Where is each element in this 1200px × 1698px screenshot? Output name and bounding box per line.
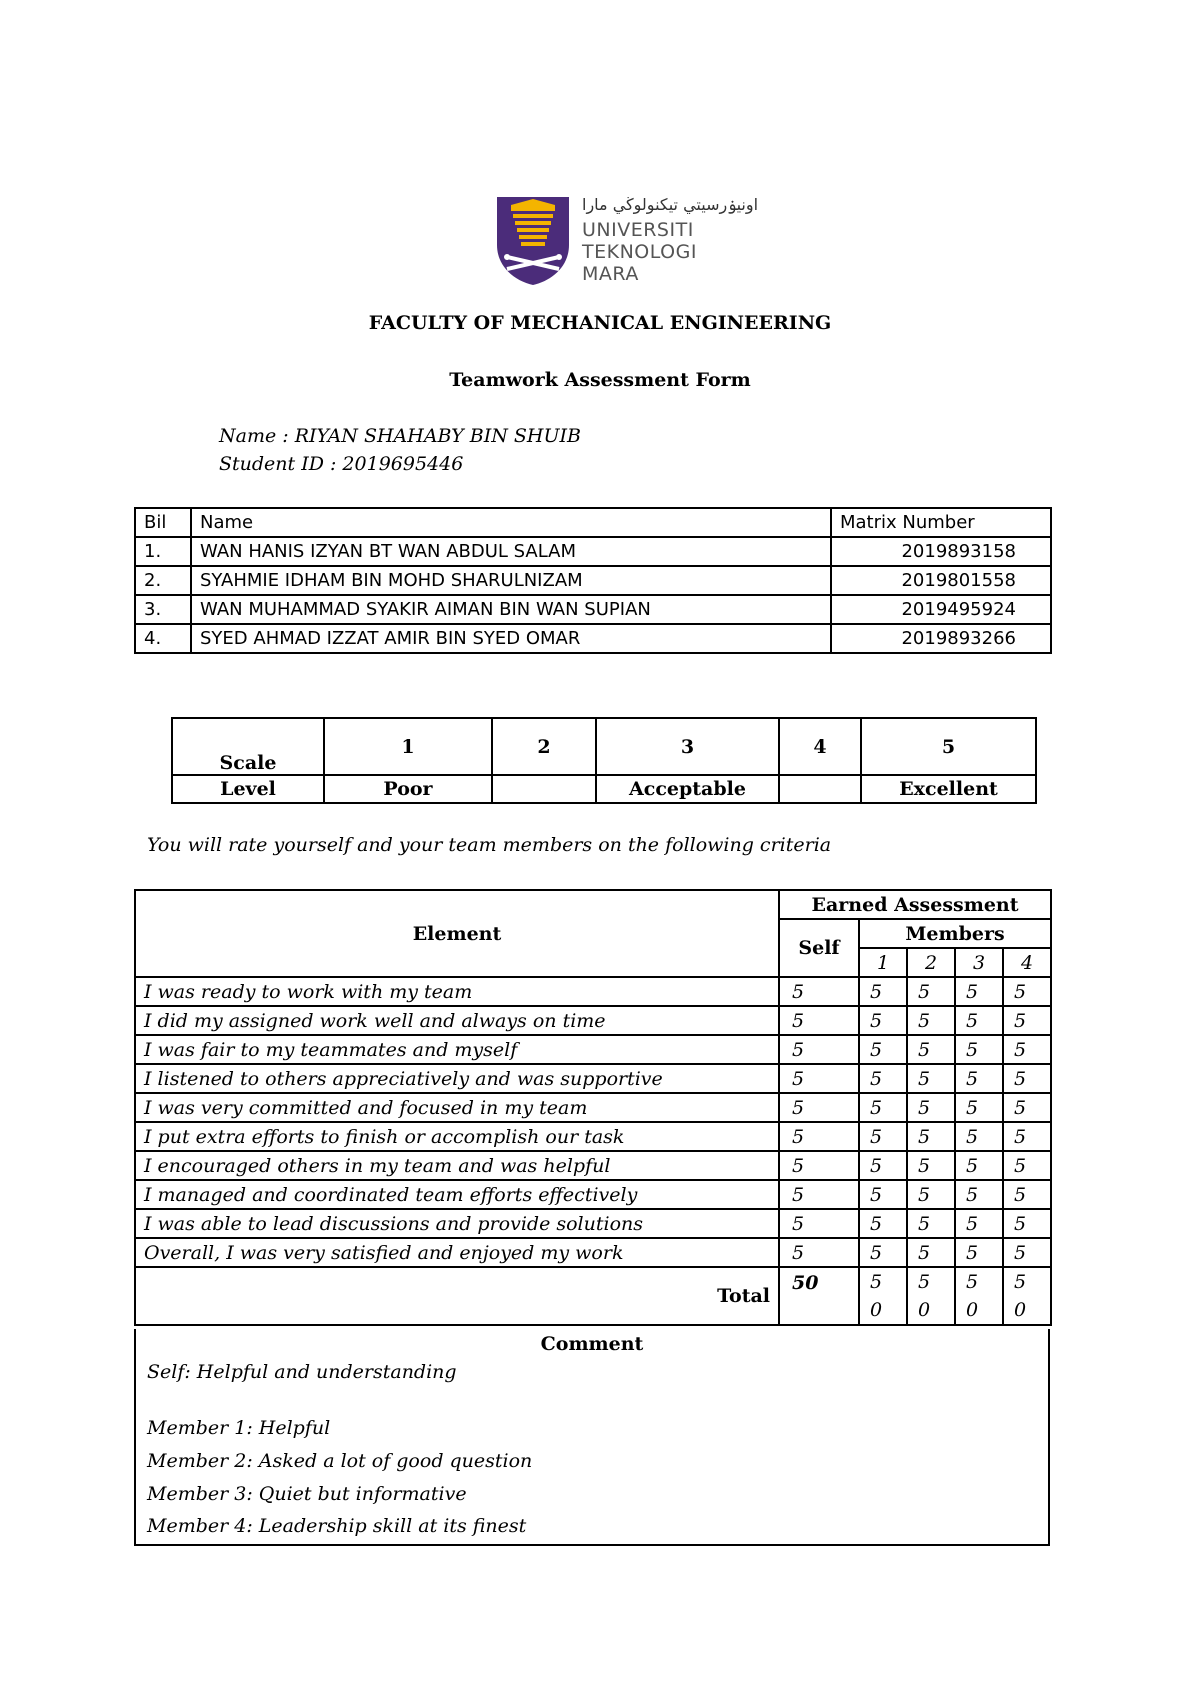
member-score: 5 (907, 1238, 955, 1267)
members-table (134, 507, 1052, 654)
self-score: 5 (779, 1122, 859, 1151)
member-score: 5 (955, 1064, 1003, 1093)
table-row (135, 1122, 1051, 1151)
member-bil: 2. (135, 566, 191, 595)
self-score: 5 (779, 1064, 859, 1093)
member-name: SYED AHMAD IZZAT AMIR BIN SYED OMAR (191, 624, 831, 653)
member-score: 5 (907, 1006, 955, 1035)
uitm-shield-icon (495, 195, 571, 287)
scale-row (172, 718, 1036, 775)
form-title: Teamwork Assessment Form (449, 369, 751, 391)
member-score: 5 (1003, 1122, 1051, 1151)
member-score: 5 (859, 1122, 907, 1151)
member-number-header: 1 (859, 948, 907, 977)
member-score: 5 (907, 1209, 955, 1238)
table-row (135, 1064, 1051, 1093)
table-row (135, 1093, 1051, 1122)
total-member-score (907, 1267, 955, 1325)
member-number-header: 3 (955, 948, 1003, 977)
self-score: 5 (779, 1238, 859, 1267)
member-score: 5 (1003, 1064, 1051, 1093)
scale-value: 2 (492, 718, 596, 775)
self-score: 5 (779, 1035, 859, 1064)
scale-value: 3 (596, 718, 779, 775)
element-text: I was very committed and focused in my team (135, 1093, 779, 1122)
table-row (135, 1151, 1051, 1180)
self-header: Self (779, 919, 859, 977)
member-score: 5 (859, 1180, 907, 1209)
scale-value: 1 (324, 718, 492, 775)
total-digit: 0 (1014, 1299, 1027, 1321)
table-row (135, 624, 1051, 653)
member-number-header: 2 (907, 948, 955, 977)
logo-line-1: UNIVERSITI (582, 219, 694, 241)
assessment-header-row-1 (135, 890, 1051, 919)
member-score: 5 (859, 1006, 907, 1035)
member-score: 5 (1003, 1006, 1051, 1035)
member-score: 5 (1003, 1180, 1051, 1209)
element-text: I encouraged others in my team and was helpful (135, 1151, 779, 1180)
member-score: 5 (859, 1035, 907, 1064)
table-row (135, 1180, 1051, 1209)
member-bil: 4. (135, 624, 191, 653)
self-score: 5 (779, 1093, 859, 1122)
member-score: 5 (907, 1093, 955, 1122)
self-score: 5 (779, 1006, 859, 1035)
member-score: 5 (1003, 1093, 1051, 1122)
level-value (779, 775, 861, 803)
self-score: 5 (779, 1151, 859, 1180)
member-bil: 3. (135, 595, 191, 624)
member-score: 5 (859, 1151, 907, 1180)
comment-box (134, 1329, 1050, 1546)
element-text: Overall, I was very satisfied and enjoyed my work (135, 1238, 779, 1267)
comment-member-2: Member 2: Asked a lot of good question (147, 1450, 533, 1472)
scale-table (171, 717, 1037, 804)
element-text: I was ready to work with my team (135, 977, 779, 1006)
member-score: 5 (1003, 1035, 1051, 1064)
level-label: Level (172, 775, 324, 803)
table-row (135, 566, 1051, 595)
element-text: I did my assigned work well and always on time (135, 1006, 779, 1035)
member-name: WAN MUHAMMAD SYAKIR AIMAN BIN WAN SUPIAN (191, 595, 831, 624)
total-digit: 5 (1014, 1271, 1027, 1293)
level-value: Excellent (861, 775, 1036, 803)
self-score: 5 (779, 1180, 859, 1209)
member-matrix: 2019893266 (831, 624, 1051, 653)
member-score: 5 (955, 1209, 1003, 1238)
member-name: SYAHMIE IDHAM BIN MOHD SHARULNIZAM (191, 566, 831, 595)
level-value: Acceptable (596, 775, 779, 803)
col-header-bil: Bil (135, 508, 191, 537)
total-label: Total (135, 1267, 779, 1325)
member-score: 5 (955, 1151, 1003, 1180)
member-score: 5 (955, 1035, 1003, 1064)
table-row (135, 537, 1051, 566)
total-row (135, 1267, 1051, 1325)
scale-value: 5 (861, 718, 1036, 775)
comment-self: Self: Helpful and understanding (147, 1361, 457, 1383)
element-text: I listened to others appreciatively and was supportive (135, 1064, 779, 1093)
member-score: 5 (955, 1093, 1003, 1122)
member-score: 5 (1003, 1151, 1051, 1180)
comment-member-1: Member 1: Helpful (147, 1417, 331, 1439)
total-digit: 5 (966, 1271, 979, 1293)
comment-member-4: Member 4: Leadership skill at its finest (147, 1515, 527, 1537)
total-self-score: 50 (779, 1267, 859, 1325)
logo-line-2: TEKNOLOGI (582, 241, 697, 263)
logo-line-3: MARA (582, 263, 639, 285)
members-table-header (135, 508, 1051, 537)
member-score: 5 (859, 1209, 907, 1238)
member-score: 5 (859, 1064, 907, 1093)
member-score: 5 (859, 977, 907, 1006)
instruction-text: You will rate yourself and your team members on the following criteria (147, 834, 832, 856)
member-score: 5 (955, 1180, 1003, 1209)
level-value (492, 775, 596, 803)
member-score: 5 (907, 1151, 955, 1180)
member-score: 5 (955, 1006, 1003, 1035)
element-text: I put extra efforts to finish or accomplish our task (135, 1122, 779, 1151)
total-member-score (1003, 1267, 1051, 1325)
member-bil: 1. (135, 537, 191, 566)
earned-assessment-header: Earned Assessment (779, 890, 1051, 919)
university-logo (495, 195, 759, 287)
col-header-name: Name (191, 508, 831, 537)
element-text: I was able to lead discussions and provide solutions (135, 1209, 779, 1238)
element-text: I managed and coordinated team efforts effectively (135, 1180, 779, 1209)
member-score: 5 (907, 1180, 955, 1209)
total-digit: 0 (966, 1299, 979, 1321)
member-score: 5 (907, 977, 955, 1006)
member-score: 5 (1003, 1238, 1051, 1267)
assessment-table (134, 889, 1052, 1326)
member-score: 5 (955, 977, 1003, 1006)
member-matrix: 2019495924 (831, 595, 1051, 624)
total-digit: 5 (918, 1271, 931, 1293)
self-score: 5 (779, 977, 859, 1006)
member-score: 5 (1003, 977, 1051, 1006)
table-row (135, 1209, 1051, 1238)
total-member-score (955, 1267, 1003, 1325)
table-row (135, 595, 1051, 624)
scale-value: 4 (779, 718, 861, 775)
scale-label: Scale (172, 718, 324, 775)
table-row (135, 1238, 1051, 1267)
comment-title: Comment (540, 1333, 644, 1355)
members-header: Members (859, 919, 1051, 948)
faculty-title: FACULTY OF MECHANICAL ENGINEERING (368, 312, 832, 334)
member-score: 5 (907, 1064, 955, 1093)
total-member-score (859, 1267, 907, 1325)
member-score: 5 (1003, 1209, 1051, 1238)
member-number-header: 4 (1003, 948, 1051, 977)
col-header-matrix: Matrix Number (831, 508, 1051, 537)
table-row (135, 977, 1051, 1006)
total-digit: 0 (870, 1299, 883, 1321)
total-digit: 5 (870, 1271, 883, 1293)
student-name: Name : RIYAN SHAHABY BIN SHUIB (219, 425, 581, 447)
level-row (172, 775, 1036, 803)
student-id: Student ID : 2019695446 (219, 453, 464, 475)
self-score: 5 (779, 1209, 859, 1238)
member-score: 5 (859, 1238, 907, 1267)
member-score: 5 (907, 1035, 955, 1064)
element-header: Element (135, 890, 779, 977)
comment-member-3: Member 3: Quiet but informative (147, 1483, 467, 1505)
member-name: WAN HANIS IZYAN BT WAN ABDUL SALAM (191, 537, 831, 566)
member-score: 5 (859, 1093, 907, 1122)
table-row (135, 1035, 1051, 1064)
level-value: Poor (324, 775, 492, 803)
logo-arabic-text: اونيۏرسيتي تيكنولوڬي مارا (582, 195, 759, 214)
member-score: 5 (955, 1238, 1003, 1267)
member-matrix: 2019893158 (831, 537, 1051, 566)
member-score: 5 (907, 1122, 955, 1151)
element-text: I was fair to my teammates and myself (135, 1035, 779, 1064)
member-matrix: 2019801558 (831, 566, 1051, 595)
table-row (135, 1006, 1051, 1035)
total-digit: 0 (918, 1299, 931, 1321)
logo-text (582, 195, 759, 287)
member-score: 5 (955, 1122, 1003, 1151)
